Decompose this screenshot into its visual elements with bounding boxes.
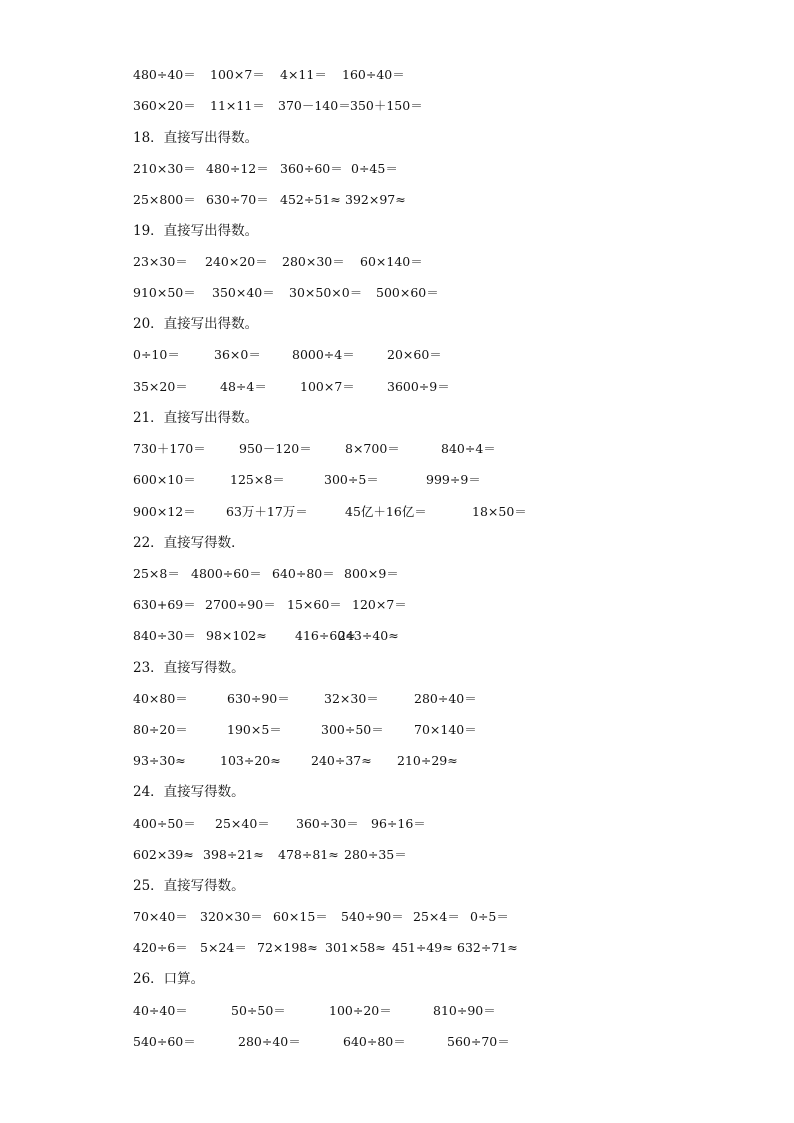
arithmetic-problem: 18×50＝: [472, 504, 527, 519]
arithmetic-problem: 0÷5＝: [470, 909, 509, 924]
problem-row: [133, 626, 773, 646]
arithmetic-problem: 280÷35＝: [344, 847, 407, 862]
arithmetic-problem: 280÷40＝: [414, 691, 477, 706]
arithmetic-problem: 451÷49≈: [392, 940, 453, 955]
arithmetic-problem: 36×0＝: [214, 347, 261, 362]
arithmetic-problem: 416÷60≈: [295, 628, 356, 643]
arithmetic-problem: 420÷6＝: [133, 940, 188, 955]
arithmetic-problem: 210×30＝: [133, 161, 196, 176]
question-heading: 24．直接写得数。: [133, 784, 245, 800]
arithmetic-problem: 190×5＝: [227, 722, 282, 737]
arithmetic-problem: 360÷30＝: [296, 816, 359, 831]
arithmetic-problem: 60×15＝: [273, 909, 328, 924]
arithmetic-problem: 4800÷60＝: [191, 566, 262, 581]
arithmetic-problem: 40×80＝: [133, 691, 188, 706]
arithmetic-problem: 840÷4＝: [441, 441, 496, 456]
arithmetic-problem: 300÷5＝: [324, 472, 379, 487]
arithmetic-problem: 360×20＝: [133, 98, 196, 113]
arithmetic-problem: 30×50×0＝: [289, 285, 363, 300]
arithmetic-problem: 350×40＝: [212, 285, 275, 300]
arithmetic-problem: 320×30＝: [200, 909, 263, 924]
problem-row: [133, 377, 773, 397]
arithmetic-problem: 20×60＝: [387, 347, 442, 362]
problem-row: [133, 159, 773, 179]
arithmetic-problem: 70×140＝: [414, 722, 477, 737]
arithmetic-problem: 632÷71≈: [457, 940, 518, 955]
arithmetic-problem: 910×50＝: [133, 285, 196, 300]
arithmetic-problem: 301×58≈: [325, 940, 386, 955]
arithmetic-problem: 478÷81≈: [278, 847, 339, 862]
arithmetic-problem: 98×102≈: [206, 628, 267, 643]
arithmetic-problem: 103÷20≈: [220, 753, 281, 768]
arithmetic-problem: 25×800＝: [133, 192, 196, 207]
arithmetic-problem: 999÷9＝: [426, 472, 481, 487]
problem-row: [133, 845, 773, 865]
question-heading: 26．口算。: [133, 971, 205, 987]
problem-row: [133, 1032, 773, 1052]
arithmetic-problem: 32×30＝: [324, 691, 379, 706]
question-heading: 18．直接写出得数。: [133, 130, 259, 146]
problem-row: [133, 938, 773, 958]
arithmetic-problem: 125×8＝: [230, 472, 285, 487]
arithmetic-problem: 810÷90＝: [433, 1003, 496, 1018]
arithmetic-problem: 243÷40≈: [338, 628, 399, 643]
arithmetic-problem: 392×97≈: [345, 192, 406, 207]
arithmetic-problem: 370－140＝: [278, 98, 351, 113]
problem-row: [133, 190, 773, 210]
arithmetic-problem: 210÷29≈: [397, 753, 458, 768]
arithmetic-problem: 70×40＝: [133, 909, 188, 924]
arithmetic-problem: 0÷45＝: [351, 161, 398, 176]
problem-row: [133, 595, 773, 615]
problem-row: [133, 439, 773, 459]
arithmetic-problem: 800×9＝: [344, 566, 399, 581]
arithmetic-problem: 15×60＝: [287, 597, 342, 612]
arithmetic-problem: 480÷12＝: [206, 161, 269, 176]
arithmetic-problem: 5×24＝: [200, 940, 247, 955]
arithmetic-problem: 50÷50＝: [231, 1003, 286, 1018]
arithmetic-problem: 400÷50＝: [133, 816, 196, 831]
problem-row: [133, 720, 773, 740]
problem-row: [133, 283, 773, 303]
arithmetic-problem: 540÷60＝: [133, 1034, 196, 1049]
arithmetic-problem: 100×7＝: [300, 379, 355, 394]
problem-row: [133, 814, 773, 834]
arithmetic-problem: 300÷50＝: [321, 722, 384, 737]
arithmetic-problem: 602×39≈: [133, 847, 194, 862]
arithmetic-problem: 480÷40＝: [133, 67, 196, 82]
arithmetic-problem: 2700÷90＝: [205, 597, 276, 612]
problem-row: [133, 96, 773, 116]
arithmetic-problem: 398÷21≈: [203, 847, 264, 862]
arithmetic-problem: 40÷40＝: [133, 1003, 188, 1018]
arithmetic-problem: 8×700＝: [345, 441, 400, 456]
problem-row: [133, 252, 773, 272]
arithmetic-problem: 72×198≈: [257, 940, 318, 955]
arithmetic-problem: 350＋150＝: [350, 98, 423, 113]
arithmetic-problem: 280÷40＝: [238, 1034, 301, 1049]
question-heading: 20．直接写出得数。: [133, 316, 259, 332]
arithmetic-problem: 120×7＝: [352, 597, 407, 612]
arithmetic-problem: 950－120＝: [239, 441, 312, 456]
arithmetic-problem: 93÷30≈: [133, 753, 186, 768]
arithmetic-problem: 160÷40＝: [342, 67, 405, 82]
arithmetic-problem: 35×20＝: [133, 379, 188, 394]
arithmetic-problem: 23×30＝: [133, 254, 188, 269]
problem-row: [133, 345, 773, 365]
arithmetic-problem: 8000÷4＝: [292, 347, 355, 362]
arithmetic-problem: 4×11＝: [280, 67, 327, 82]
arithmetic-problem: 100×7＝: [210, 67, 265, 82]
problem-row: [133, 502, 773, 522]
question-heading: 21．直接写出得数。: [133, 410, 259, 426]
arithmetic-problem: 11×11＝: [210, 98, 265, 113]
arithmetic-problem: 630÷90＝: [227, 691, 290, 706]
arithmetic-problem: 45亿＋16亿＝: [345, 504, 427, 519]
arithmetic-problem: 630÷70＝: [206, 192, 269, 207]
problem-row: [133, 751, 773, 771]
problem-row: [133, 470, 773, 490]
question-heading: 25．直接写得数。: [133, 878, 245, 894]
problem-row: [133, 564, 773, 584]
arithmetic-problem: 640÷80＝: [272, 566, 335, 581]
problem-row: [133, 689, 773, 709]
arithmetic-problem: 96÷16＝: [371, 816, 426, 831]
arithmetic-problem: 0÷10＝: [133, 347, 180, 362]
arithmetic-problem: 63万＋17万＝: [226, 504, 308, 519]
arithmetic-problem: 48÷4＝: [220, 379, 267, 394]
arithmetic-problem: 730＋170＝: [133, 441, 206, 456]
arithmetic-problem: 452÷51≈: [280, 192, 341, 207]
question-heading: 22．直接写得数．: [133, 535, 245, 551]
problem-row: [133, 65, 773, 85]
question-heading: 23．直接写得数。: [133, 660, 245, 676]
problem-row: [133, 1001, 773, 1021]
arithmetic-problem: 360÷60＝: [280, 161, 343, 176]
arithmetic-problem: 840÷30＝: [133, 628, 196, 643]
arithmetic-problem: 80÷20＝: [133, 722, 188, 737]
arithmetic-problem: 630+69＝: [133, 597, 196, 612]
arithmetic-problem: 100÷20＝: [329, 1003, 392, 1018]
arithmetic-problem: 60×140＝: [360, 254, 423, 269]
arithmetic-problem: 25×8＝: [133, 566, 180, 581]
arithmetic-problem: 560÷70＝: [447, 1034, 510, 1049]
arithmetic-problem: 540÷90＝: [341, 909, 404, 924]
arithmetic-problem: 25×40＝: [215, 816, 270, 831]
arithmetic-problem: 3600÷9＝: [387, 379, 450, 394]
question-heading: 19．直接写出得数。: [133, 223, 259, 239]
arithmetic-problem: 240÷37≈: [311, 753, 372, 768]
arithmetic-problem: 25×4＝: [413, 909, 460, 924]
arithmetic-problem: 240×20＝: [205, 254, 268, 269]
arithmetic-problem: 900×12＝: [133, 504, 196, 519]
arithmetic-problem: 500×60＝: [376, 285, 439, 300]
arithmetic-problem: 280×30＝: [282, 254, 345, 269]
problem-row: [133, 907, 773, 927]
arithmetic-problem: 600×10＝: [133, 472, 196, 487]
arithmetic-problem: 640÷80＝: [343, 1034, 406, 1049]
